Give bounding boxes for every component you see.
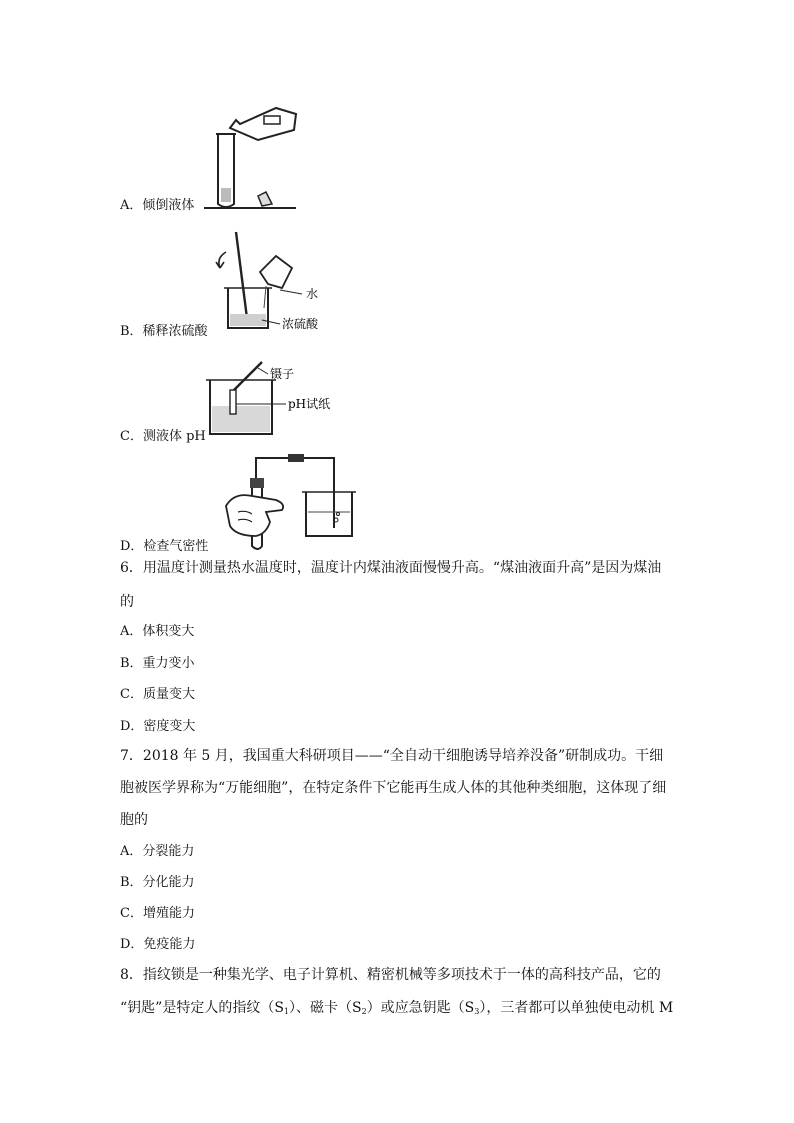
q7-stem-line3: 胞的 <box>120 812 148 828</box>
option-c-measure-ph: C．测液体 pH <box>120 429 206 444</box>
pouring-liquid-illustration <box>200 100 300 212</box>
q8-sub-s3: 3 <box>474 1007 480 1016</box>
q8-line2-part-b: ）、磁卡（S <box>289 1000 362 1016</box>
q8-sub-s1: 1 <box>283 1007 289 1016</box>
q6-option-b: B．重力变小 <box>120 656 195 671</box>
figure-b-diluting-acid <box>210 228 340 338</box>
option-a-pouring-liquid: A．倾倒液体 <box>120 198 195 213</box>
q8-line2-part-a: “钥匙”是特定人的指纹（S <box>120 1000 284 1016</box>
check-airtightness-illustration <box>216 452 366 552</box>
q7-option-a: A．分裂能力 <box>120 844 195 859</box>
figure-a-pouring-liquid <box>200 100 300 212</box>
q7-stem-line1: 7．2018 年 5 月，我国重大科研项目——“全自动干细胞诱导培养没备”研制成功。干细 <box>120 748 664 764</box>
label-water: 水 <box>306 287 319 301</box>
q8-line2-part-c: ）或应急钥匙（S <box>366 1000 475 1016</box>
diluting-acid-illustration <box>210 228 340 338</box>
q8-line2-part-d: ），三者都可以单独使电动机 M <box>479 1000 674 1016</box>
label-ph-paper: pH试纸 <box>288 397 331 411</box>
q7-stem-line2: 胞被医学界称为“万能细胞”，在特定条件下它能再生成人体的其他种类细胞，这体现了细 <box>120 780 667 796</box>
q7-option-b: B．分化能力 <box>120 875 195 890</box>
q7-option-c: C．增殖能力 <box>120 906 195 921</box>
option-b-diluting-acid: B．稀释浓硫酸 <box>120 324 208 339</box>
q6-option-a: A．体积变大 <box>120 624 195 639</box>
label-tweezers: 镊子 <box>270 367 295 381</box>
figure-c-measure-ph <box>204 356 334 438</box>
q6-option-c: C．质量变大 <box>120 687 195 702</box>
q6-stem-line1: 6．用温度计测量热水温度时，温度计内煤油液面慢慢升高。“煤油液面升高”是因为煤油 <box>120 560 662 576</box>
q8-sub-s2: 2 <box>361 1007 367 1016</box>
q7-option-d: D．免疫能力 <box>120 937 196 952</box>
option-d-check-airtightness: D．检查气密性 <box>120 539 209 554</box>
measure-ph-illustration <box>204 356 334 438</box>
figure-d-check-airtightness <box>216 452 366 552</box>
label-concentrated-acid: 浓硫酸 <box>282 317 319 331</box>
q8-stem-line1: 8．指纹锁是一种集光学、电子计算机、精密机械等多项技术于一体的高科技产品，它的 <box>120 967 661 983</box>
q8-stem-line2 <box>120 998 673 1022</box>
q6-stem-line2: 的 <box>120 594 134 610</box>
q6-option-d: D．密度变大 <box>120 719 196 734</box>
